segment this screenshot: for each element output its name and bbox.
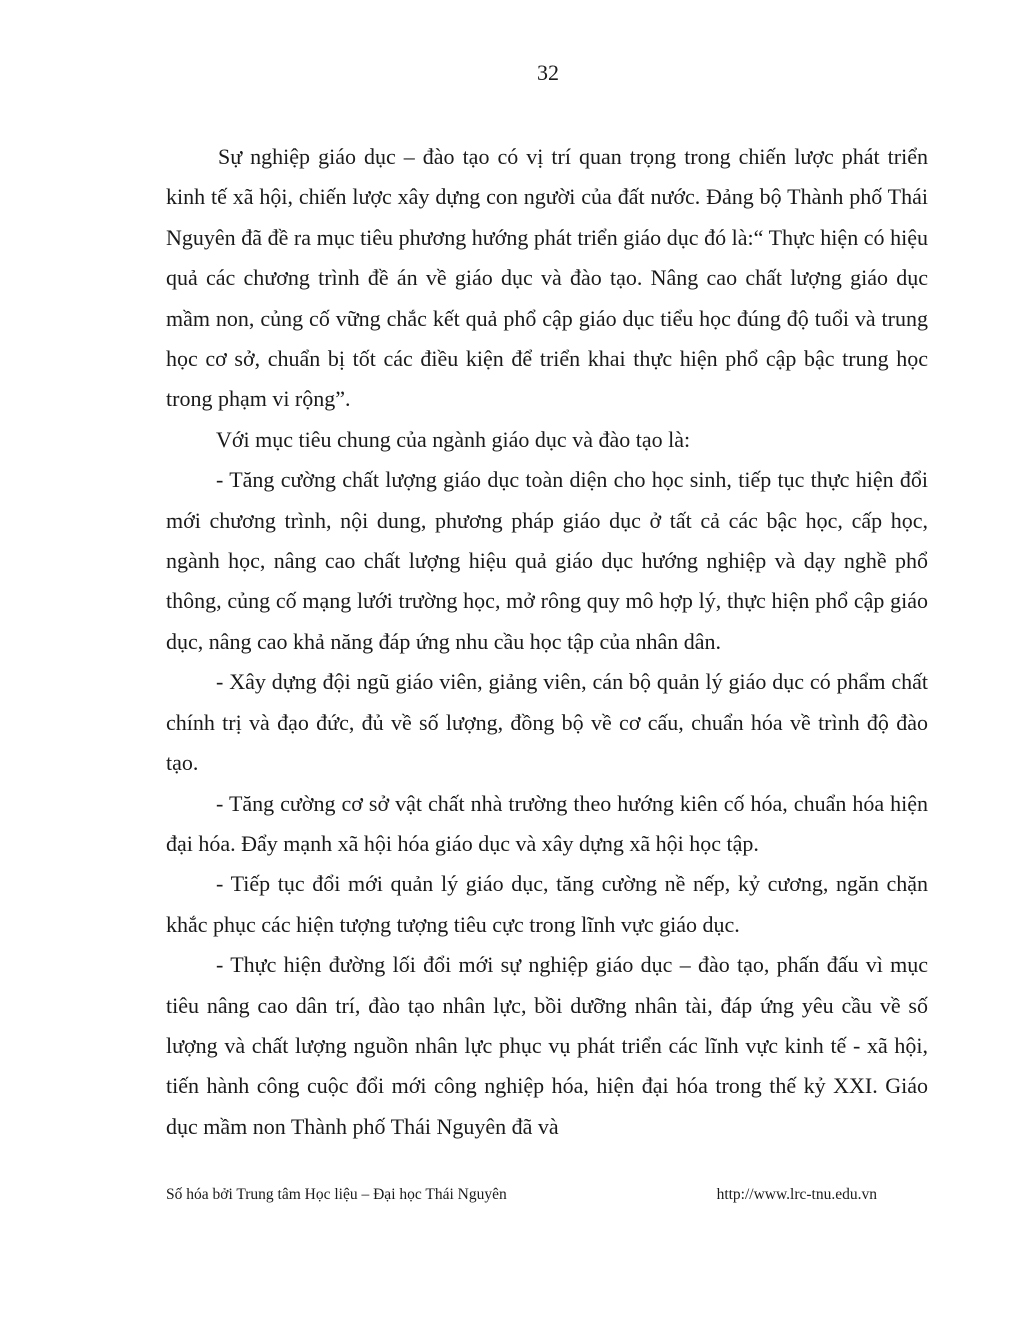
page-footer xyxy=(166,1186,877,1204)
paragraph-intro: Sự nghiệp giáo dục – đào tạo có vị trí quan trọng trong chiến lược phát triển kinh tế xã hội, chiến lược xây dựng con người của đất nước. Đảng bộ Thành phố Thái Nguyên đã đề ra mục tiêu phương hướng phát triển giáo dục đó là:“ Thực hiện có hiệu quả các chương trình đề án về giáo dục và đào tạo. Nâng cao chất lượng giáo dục mầm non, củng cố vững chắc kết quả phổ cập giáo dục tiểu học đúng độ tuổi và trung học cơ sở, chuẩn bị tốt các điều kiện để triển khai thực hiện phổ cập bậc trung học trong phạm vi rộng”. xyxy=(166,144,928,412)
paragraph-bullet-management: - Tiếp tục đổi mới quản lý giáo dục, tăng cường nề nếp, kỷ cương, ngăn chặn khắc phục các hiện tượng tượng tiêu cực trong lĩnh vực giáo dục. xyxy=(166,871,928,937)
document-body xyxy=(166,137,928,1147)
paragraph-bullet-renovation: - Thực hiện đường lối đổi mới sự nghiệp giáo dục – đào tạo, phấn đấu vì mục tiêu nâng cao dân trí, đào tạo nhân lực, bồi dưỡng nhân tài, đáp ứng yêu cầu về số lượng và chất lượng nguồn nhân lực phục vụ phát triển các lĩnh vực kinh tế - xã hội, tiến hành công cuộc đổi mới công nghiệp hóa, hiện đại hóa trong thế kỷ XXI. Giáo dục mầm non Thành phố Thái Nguyên đã và xyxy=(166,952,928,1139)
paragraph-bullet-staff: - Xây dựng đội ngũ giáo viên, giảng viên, cán bộ quản lý giáo dục có phẩm chất chính trị và đạo đức, đủ về số lượng, đồng bộ về cơ cấu, chuẩn hóa về trình độ đào tạo. xyxy=(166,669,928,776)
paragraph-bullet-quality: - Tăng cường chất lượng giáo dục toàn diện cho học sinh, tiếp tục thực hiện đổi mới chương trình, nội dung, phương pháp giáo dục ở tất cả các bậc học, cấp học, ngành học, nâng cao chất lượng hiệu quả giáo dục hướng nghiệp và dạy nghề phổ thông, củng cố mạng lưới trường học, mở rông quy mô hợp lý, thực hiện phổ cập giáo dục, nâng cao khả năng đáp ứng nhu cầu học tập của nhân dân. xyxy=(166,467,928,654)
page-number: 32 xyxy=(537,60,559,85)
paragraph-bullet-facilities: - Tăng cường cơ sở vật chất nhà trường theo hướng kiên cố hóa, chuẩn hóa hiện đại hóa. Đẩy mạnh xã hội hóa giáo dục và xây dựng xã hội học tập. xyxy=(166,790,928,856)
footer-url[interactable]: http://www.lrc-tnu.edu.vn xyxy=(716,1186,877,1203)
footer-credit: Số hóa bởi Trung tâm Học liệu – Đại học Thái Nguyên xyxy=(166,1186,507,1203)
paragraph-goal-lead: Với mục tiêu chung của ngành giáo dục và đào tạo là: xyxy=(216,426,691,452)
